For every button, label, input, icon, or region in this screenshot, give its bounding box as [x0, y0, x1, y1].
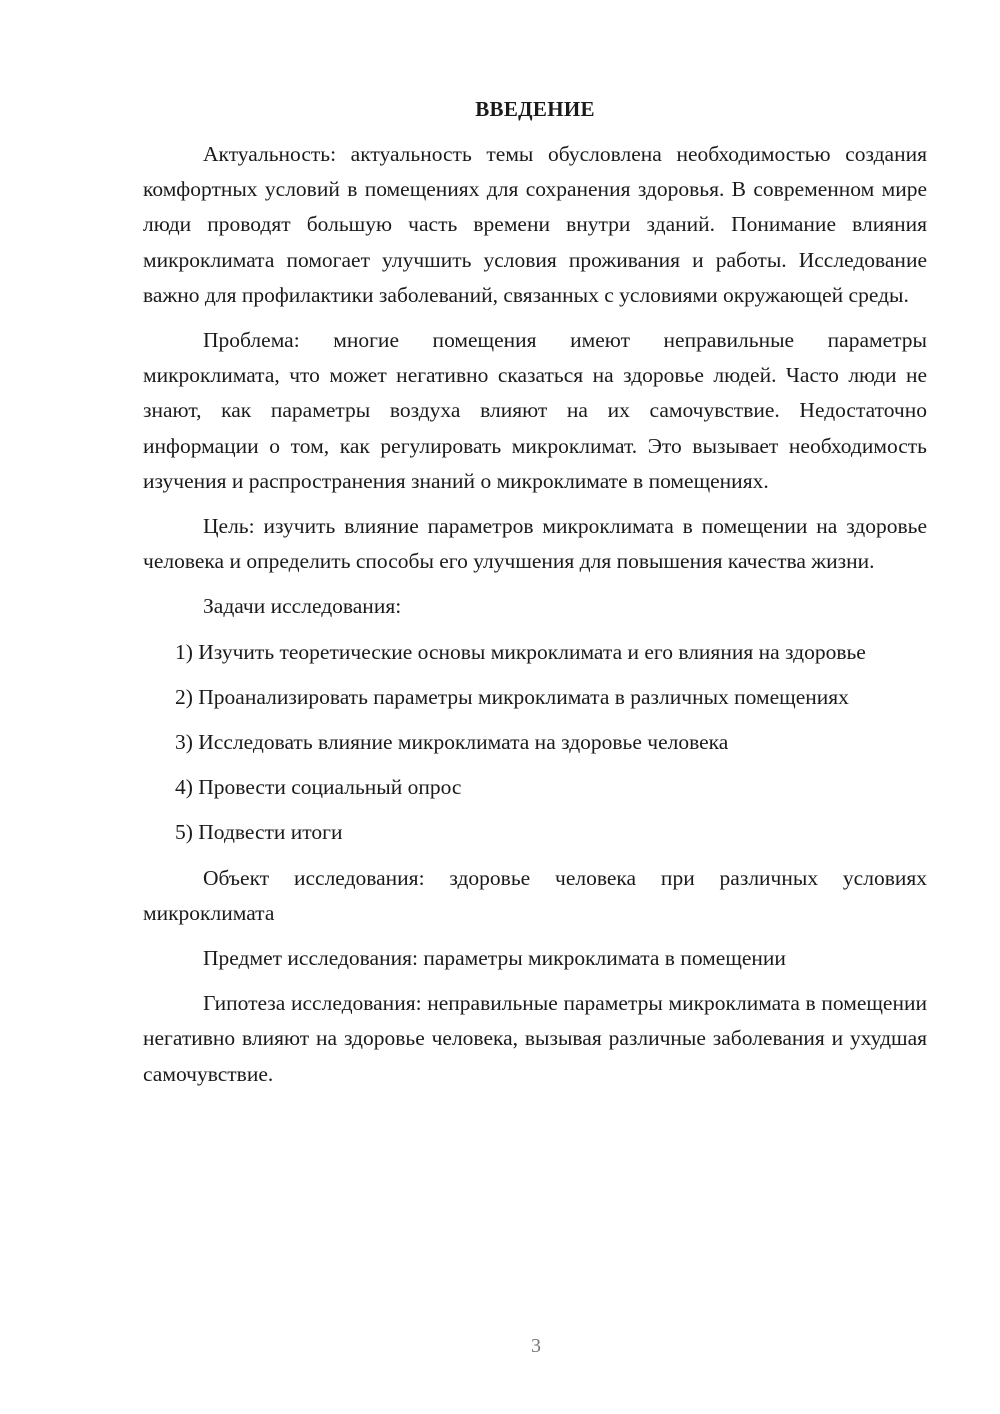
object-paragraph: Объект исследования: здоровье человека при различных условиях микроклимата: [143, 865, 927, 925]
page-content: [143, 92, 927, 1092]
subject-paragraph: Предмет исследования: параметры микроклимата в помещении: [203, 946, 786, 971]
task-item-4: 4) Провести социальный опрос: [175, 775, 462, 800]
relevance-paragraph: Актуальность: актуальность темы обусловлена необходимостью создания комфортных условий в помещениях для сохранения здоровья. В современном мире люди проводят большую часть времени внутри зданий. Понимание влияния микроклимата помогает улучшить условия проживания и работы. Исследование важно для профилактики заболеваний, связанных с условиями окружающей среды.: [143, 142, 927, 307]
task-item-5: 5) Подвести итоги: [175, 820, 343, 845]
problem-paragraph: Проблема: многие помещения имеют неправильные параметры микроклимата, что может негативно сказаться на здоровье людей. Часто люди не знают, как параметры воздуха влияют на их самочувствие. Недостаточно информации о том, как регулировать микроклимат. Это вызывает необходимость изучения и распространения знаний о микроклимате в помещениях.: [143, 328, 927, 493]
page-number: 3: [531, 1335, 541, 1357]
tasks-heading: Задачи исследования:: [203, 594, 402, 619]
task-item-3: 3) Исследовать влияние микроклимата на здоровье человека: [175, 730, 729, 755]
goal-paragraph: Цель: изучить влияние параметров микроклимата в помещении на здоровье человека и определить способы его улучшения для повышения качества жизни.: [143, 514, 927, 574]
section-title: ВВЕДЕНИЕ: [475, 97, 595, 121]
hypothesis-paragraph: Гипотеза исследования: неправильные параметры микроклимата в помещении негативно влияют на здоровье человека, вызывая различные заболевания и ухудшая самочувствие.: [143, 991, 927, 1086]
task-item-1: 1) Изучить теоретические основы микроклимата и его влияния на здоровье: [175, 639, 866, 664]
task-item-2: 2) Проанализировать параметры микроклимата в различных помещениях: [175, 684, 849, 709]
